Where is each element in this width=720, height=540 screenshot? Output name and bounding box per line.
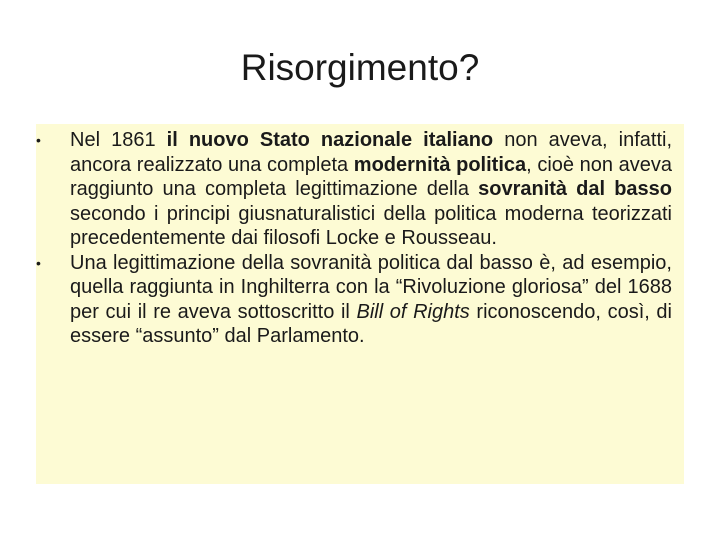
text-segment: Una legittimazione della sovranità politica dal basso è, ad esempio, quella raggiunta in Inghilterra con la “Rivoluzione gloriosa” del 1688 per cui il re aveva sottoscritto il <box>70 251 672 323</box>
bullet-item-1 <box>36 128 672 251</box>
bullet-2-text <box>70 252 672 348</box>
slide-title: Risorgimento? <box>240 47 480 88</box>
bullet-item-2 <box>36 251 672 349</box>
bold-segment: modernità politica <box>353 153 527 176</box>
text-segment: Nel 1861 <box>70 129 167 151</box>
bullet-dot-icon: • <box>36 132 41 148</box>
bullet-dot-icon: • <box>36 254 41 271</box>
text-segment: non aveva, infatti, ancora realizzato una completa <box>70 129 673 176</box>
bold-segment: il nuovo Stato nazionale italiano <box>166 129 494 151</box>
text-segment: secondo i principi giusnaturalistici della politica moderna teorizzati precedentemente dai filosofi Locke e Rousseau. <box>70 202 672 249</box>
text-segment: riconoscendo, così, di essere “assunto” dal Parlamento. <box>70 300 673 347</box>
content-box <box>36 124 684 484</box>
bold-segment: sovranità dal basso <box>478 178 672 200</box>
bullet-list <box>36 128 672 349</box>
italic-segment: Bill of Rights <box>356 300 470 323</box>
bullet-1-text <box>70 129 672 249</box>
text-segment: , cioè non aveva raggiunto una completa legittimazione della <box>70 153 673 200</box>
